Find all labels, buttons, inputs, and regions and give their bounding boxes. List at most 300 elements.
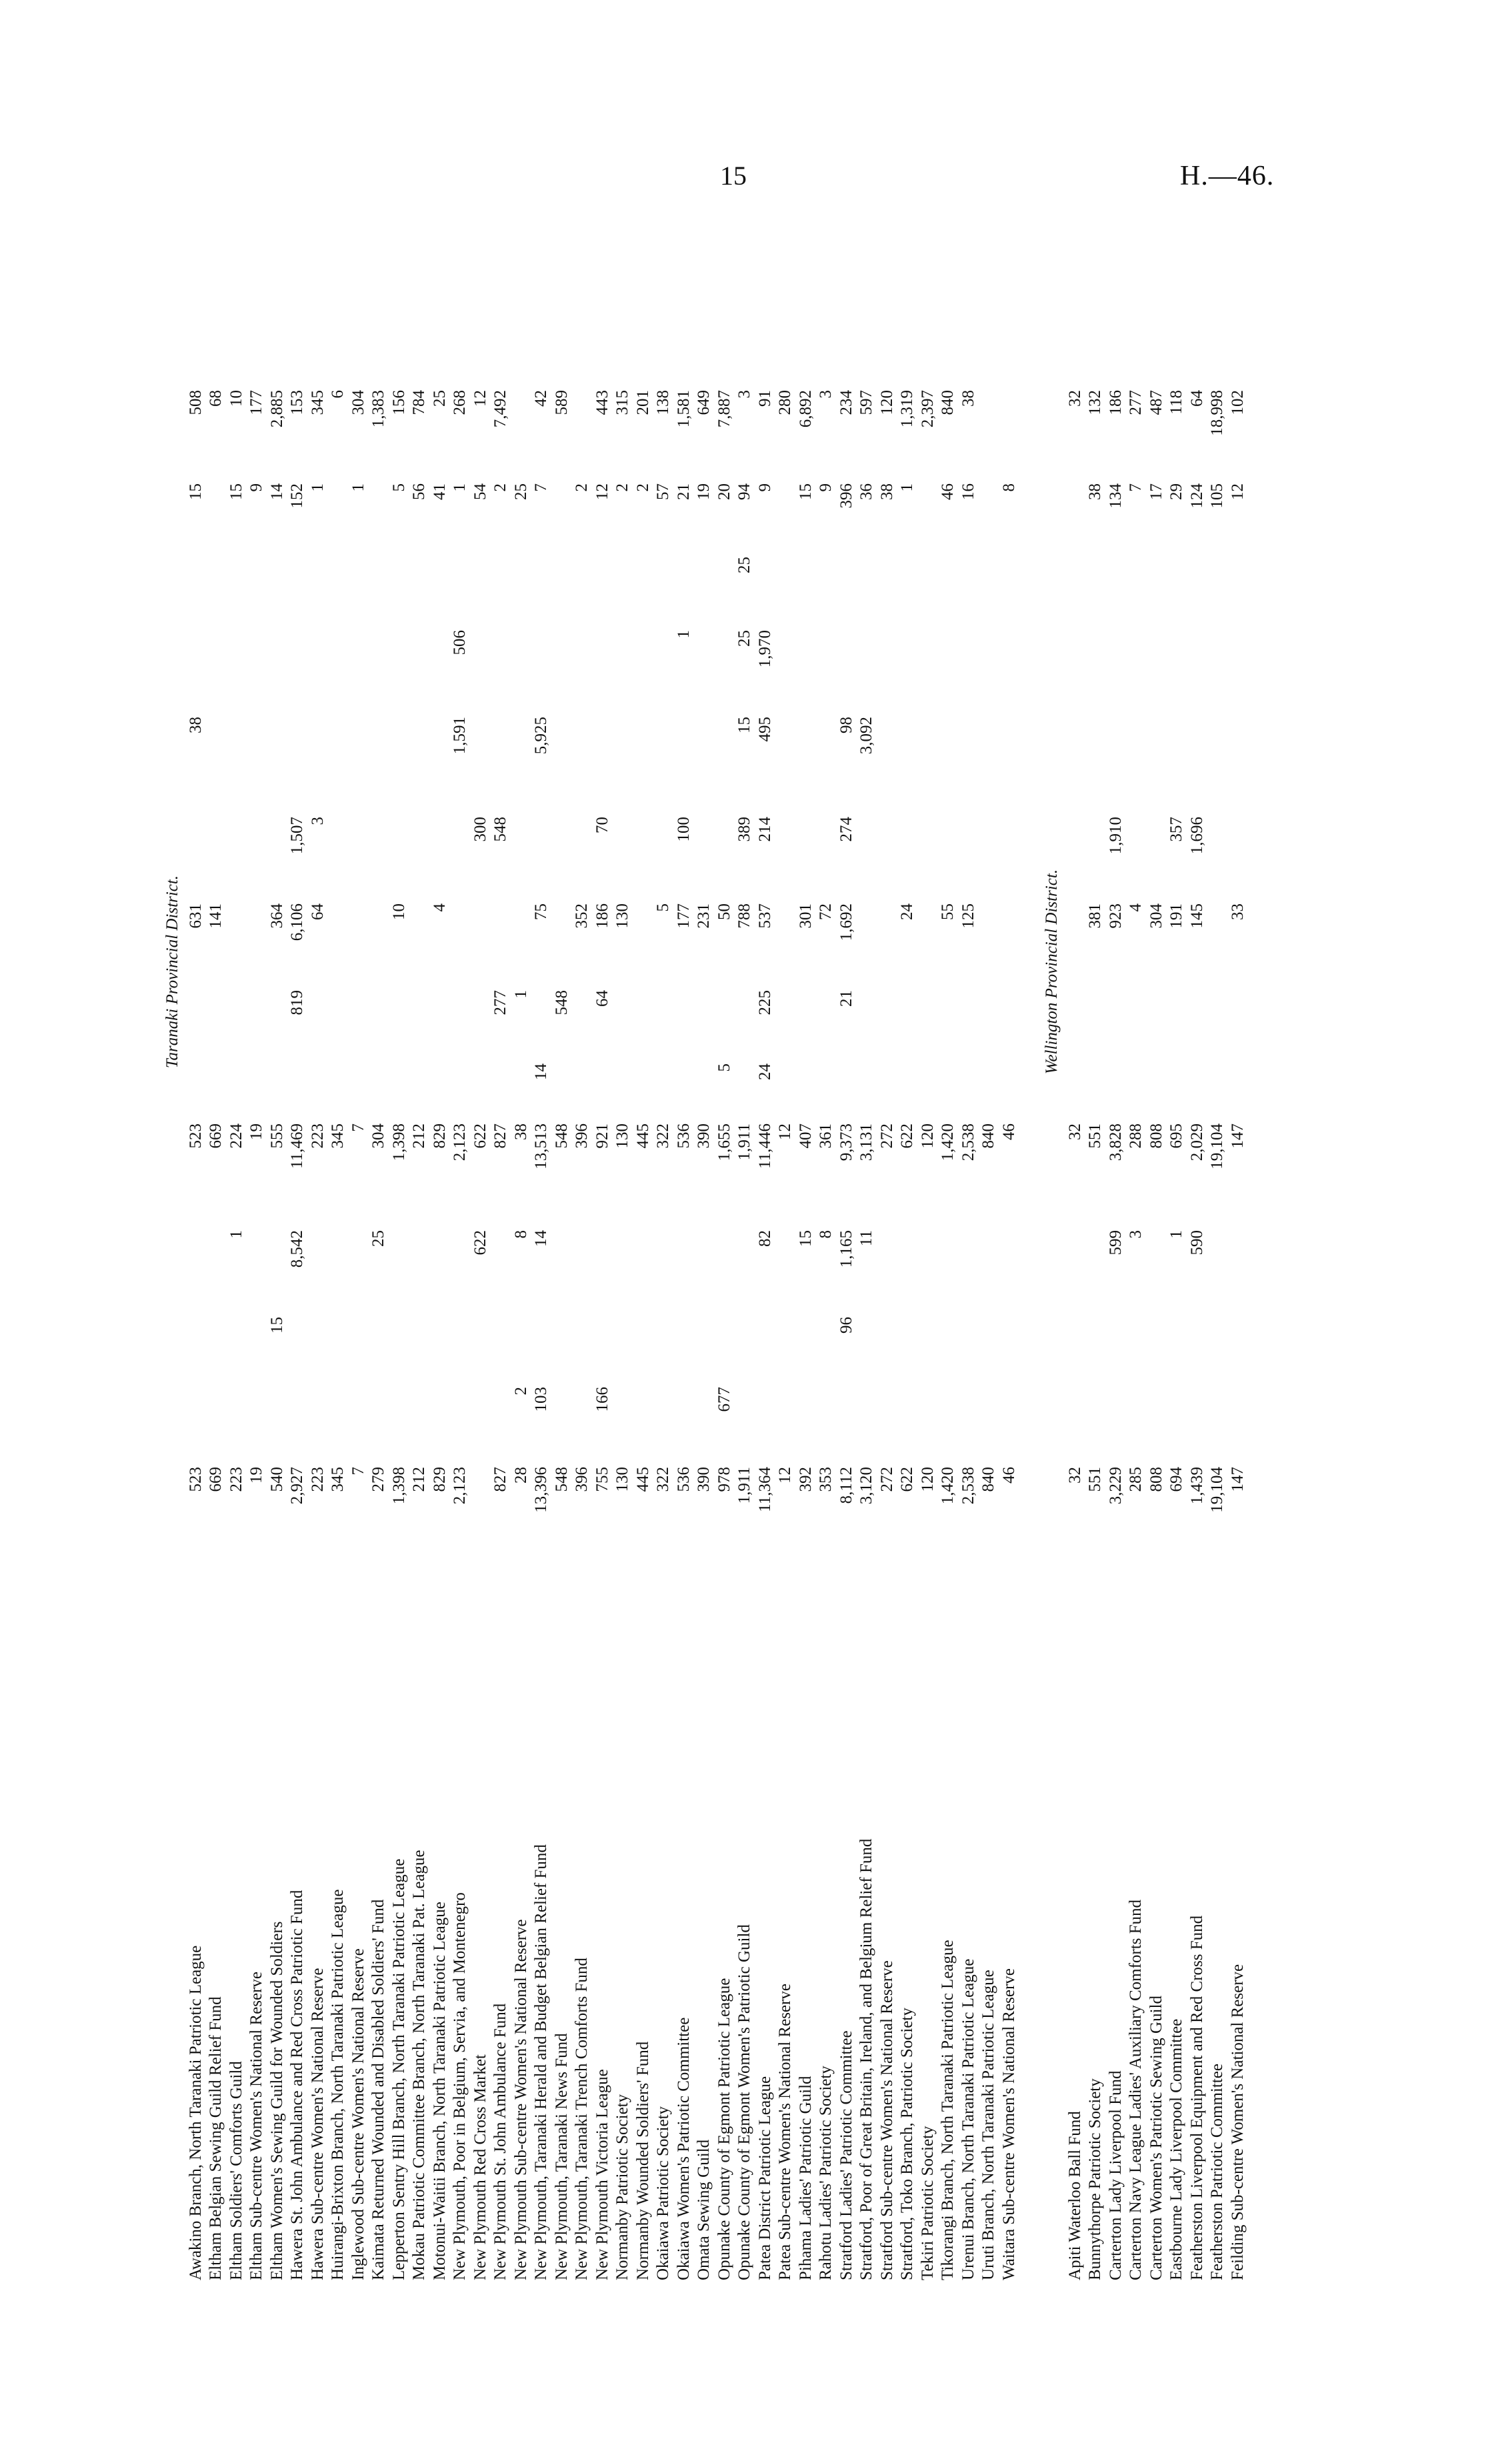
amount-cell bbox=[735, 983, 755, 1057]
amount-cell: 353 bbox=[817, 1467, 835, 1492]
amount-cell bbox=[491, 1057, 511, 1117]
amount-cell bbox=[979, 1310, 999, 1380]
amount-cell bbox=[471, 623, 491, 710]
amount-cell: 3,120 bbox=[857, 1467, 875, 1505]
amount-cell bbox=[816, 1057, 837, 1117]
amount-cell: 46 bbox=[999, 1123, 1018, 1140]
fund-name-text: New Plymouth St. John Ambulance Fund bbox=[491, 2003, 509, 2280]
amount-cell: 921 bbox=[593, 1123, 611, 1149]
fund-name bbox=[653, 1560, 674, 2280]
amount-cell: 840 bbox=[939, 390, 957, 415]
amount-cell: 224 bbox=[227, 1123, 245, 1149]
amount-cell: 19 bbox=[247, 1467, 265, 1484]
amount-cell bbox=[531, 623, 552, 710]
amount-cell: 1 bbox=[349, 483, 367, 492]
amount-cell bbox=[267, 810, 288, 897]
amount-cell: 130 bbox=[613, 1467, 631, 1492]
amount-cell: 396 bbox=[573, 1467, 591, 1492]
amount-cell: 1,398 bbox=[389, 1123, 408, 1161]
amount-cell: 827 bbox=[491, 1467, 509, 1492]
amount-cell: 1,910 bbox=[1106, 817, 1125, 855]
amount-cell: 2,123 bbox=[451, 1123, 469, 1161]
amount-cell bbox=[959, 1057, 979, 1117]
fund-name-text: Urenui Branch, North Taranaki Patriotic League bbox=[959, 1958, 977, 2280]
amount-cell bbox=[796, 623, 817, 710]
amount-cell: 390 bbox=[695, 1467, 713, 1492]
amount-cell bbox=[674, 1223, 695, 1310]
amount-cell: 156 bbox=[389, 390, 408, 415]
amount-cell bbox=[816, 710, 837, 810]
amount-cell: 631 bbox=[186, 903, 205, 929]
amount-cell bbox=[1085, 550, 1106, 623]
amount-cell bbox=[227, 810, 247, 897]
amount-cell bbox=[491, 710, 511, 810]
table-row bbox=[918, 383, 939, 2280]
amount-cell bbox=[491, 1223, 511, 1310]
amount-cell bbox=[1147, 710, 1167, 810]
amount-cell: 272 bbox=[877, 1123, 896, 1149]
fund-name bbox=[552, 1560, 573, 2280]
amount-cell: 268 bbox=[451, 390, 469, 415]
amount-cell bbox=[247, 1380, 267, 1460]
amount-cell bbox=[206, 1380, 227, 1460]
amount-cell bbox=[1065, 1223, 1086, 1310]
amount-cell: 1,692 bbox=[837, 903, 855, 941]
amount-cell bbox=[613, 1223, 633, 1310]
amount-cell: 64 bbox=[1187, 390, 1206, 407]
amount-cell: 407 bbox=[796, 1123, 815, 1149]
amount-cell: 322 bbox=[654, 1123, 672, 1149]
amount-cell: 5 bbox=[389, 483, 408, 492]
amount-cell: 72 bbox=[817, 903, 835, 920]
table-row bbox=[938, 383, 959, 2280]
amount-cell: 55 bbox=[939, 903, 957, 920]
amount-cell bbox=[775, 623, 796, 710]
fund-name bbox=[1126, 1560, 1147, 2280]
amount-cell bbox=[186, 810, 207, 897]
fund-name-text: Huirangi-Brixton Branch, North Taranaki Patriotic League bbox=[329, 1889, 347, 2280]
amount-cell bbox=[1126, 710, 1147, 810]
amount-cell bbox=[471, 1380, 491, 1460]
amount-cell bbox=[918, 810, 939, 897]
fund-name-text: Rahotu Ladies' Patriotic Society bbox=[817, 2066, 835, 2280]
amount-cell: 589 bbox=[552, 390, 571, 415]
amount-cell: 38 bbox=[877, 483, 896, 500]
amount-cell: 15 bbox=[227, 483, 245, 500]
fund-name-text: Mokau Patriotic Committee Branch, North Taranaki Pat. League bbox=[410, 1850, 428, 2280]
amount-cell bbox=[633, 983, 654, 1057]
fund-name-text: New Plymouth, Poor in Belgium, Servia, and Montenegro bbox=[451, 1892, 469, 2280]
amount-cell bbox=[186, 1380, 207, 1460]
fund-name-text: Eltham Soldiers' Comforts Guild bbox=[227, 2061, 245, 2280]
amount-cell: 212 bbox=[410, 1123, 428, 1149]
amount-cell: 25 bbox=[430, 390, 449, 407]
amount-cell bbox=[471, 710, 491, 810]
fund-name bbox=[1187, 1560, 1208, 2280]
amount-cell bbox=[409, 983, 430, 1057]
amount-cell bbox=[308, 1057, 329, 1117]
document-code: H.—46. bbox=[1180, 161, 1275, 191]
amount-cell bbox=[1228, 550, 1249, 623]
amount-cell: 7,492 bbox=[491, 390, 509, 428]
amount-cell bbox=[287, 1310, 308, 1380]
amount-cell bbox=[349, 983, 369, 1057]
amount-cell bbox=[877, 1310, 898, 1380]
amount-cell bbox=[653, 1057, 674, 1117]
amount-cell bbox=[349, 810, 369, 897]
amount-cell bbox=[694, 1310, 715, 1380]
amount-cell bbox=[1207, 623, 1228, 710]
fund-name-text: Stratford Sub-centre Women's National Reserve bbox=[877, 1960, 896, 2280]
amount-cell bbox=[857, 897, 877, 983]
amount-cell bbox=[572, 983, 593, 1057]
amount-cell: 153 bbox=[288, 390, 306, 415]
amount-cell bbox=[1167, 1380, 1187, 1460]
amount-cell bbox=[1167, 550, 1187, 623]
amount-cell: 38 bbox=[959, 390, 977, 407]
table-row bbox=[1207, 383, 1228, 2280]
amount-cell bbox=[694, 623, 715, 710]
table-row bbox=[959, 383, 979, 2280]
fund-name-text: New Plymouth Victoria League bbox=[593, 2069, 611, 2280]
amount-cell: 396 bbox=[573, 1123, 591, 1149]
amount-cell: 234 bbox=[837, 390, 855, 415]
amount-cell bbox=[1126, 623, 1147, 710]
amount-cell bbox=[389, 810, 410, 897]
amount-cell bbox=[999, 710, 1020, 810]
amount-cell bbox=[715, 623, 735, 710]
amount-cell bbox=[694, 710, 715, 810]
fund-name-text: Inglewood Sub-centre Women's National Reserve bbox=[349, 1948, 367, 2280]
amount-cell bbox=[1065, 477, 1086, 550]
fund-name bbox=[1085, 1560, 1106, 2280]
amount-cell: 1,439 bbox=[1187, 1467, 1206, 1505]
table-row bbox=[409, 383, 430, 2280]
amount-cell bbox=[511, 1310, 532, 1380]
amount-cell bbox=[1085, 1310, 1106, 1380]
amount-cell: 1,420 bbox=[939, 1123, 957, 1161]
amount-cell bbox=[653, 1310, 674, 1380]
amount-cell bbox=[511, 550, 532, 623]
table-row bbox=[715, 383, 735, 2280]
amount-cell bbox=[979, 1057, 999, 1117]
amount-cell bbox=[328, 1310, 349, 1380]
fund-name bbox=[715, 1560, 735, 2280]
amount-cell: 3,092 bbox=[857, 717, 875, 755]
amount-cell bbox=[308, 1223, 329, 1310]
amount-cell: 124 bbox=[1187, 483, 1206, 509]
table-row bbox=[1228, 383, 1249, 2280]
amount-cell bbox=[674, 710, 695, 810]
amount-cell: 152 bbox=[288, 483, 306, 509]
amount-cell bbox=[247, 810, 267, 897]
amount-cell: 15 bbox=[267, 1317, 286, 1334]
amount-cell: 147 bbox=[1228, 1467, 1247, 1492]
amount-cell bbox=[349, 1380, 369, 1460]
rotated-table-container bbox=[160, 147, 1307, 2280]
amount-cell bbox=[267, 1380, 288, 1460]
amount-cell: 46 bbox=[999, 1467, 1018, 1484]
amount-cell bbox=[877, 1057, 898, 1117]
fund-name bbox=[775, 1560, 796, 2280]
fund-name bbox=[1207, 1560, 1228, 2280]
amount-cell bbox=[572, 1380, 593, 1460]
amount-cell: 4 bbox=[1127, 903, 1145, 912]
amount-cell bbox=[593, 623, 613, 710]
amount-cell bbox=[328, 983, 349, 1057]
amount-cell: 75 bbox=[532, 903, 550, 920]
fund-name bbox=[328, 1560, 349, 2280]
amount-cell bbox=[1187, 1057, 1208, 1117]
amount-cell bbox=[369, 550, 389, 623]
fund-name bbox=[1167, 1560, 1187, 2280]
amount-cell: 1,581 bbox=[674, 390, 693, 428]
amount-cell: 120 bbox=[918, 1123, 937, 1149]
amount-cell bbox=[1207, 1310, 1228, 1380]
amount-cell: 120 bbox=[918, 1467, 937, 1492]
amount-cell bbox=[450, 550, 471, 623]
section-title: Wellington Provincial District. bbox=[1043, 869, 1061, 1075]
amount-cell: 9 bbox=[817, 483, 835, 492]
amount-cell: 669 bbox=[207, 1123, 225, 1149]
amount-cell: 166 bbox=[593, 1387, 611, 1412]
amount-cell bbox=[247, 983, 267, 1057]
amount-cell bbox=[186, 550, 207, 623]
amount-cell bbox=[369, 1310, 389, 1380]
amount-cell bbox=[430, 1380, 451, 1460]
amount-cell bbox=[1167, 710, 1187, 810]
amount-cell bbox=[206, 550, 227, 623]
amount-cell: 1,319 bbox=[898, 390, 916, 428]
amount-cell bbox=[999, 1380, 1020, 1460]
amount-cell bbox=[572, 810, 593, 897]
amount-cell bbox=[227, 897, 247, 983]
amount-cell: 2,885 bbox=[267, 390, 286, 428]
amount-cell bbox=[593, 1057, 613, 1117]
amount-cell: 25 bbox=[735, 630, 753, 647]
amount-cell: 6 bbox=[329, 390, 347, 399]
fund-name bbox=[837, 1560, 857, 2280]
amount-cell bbox=[1106, 710, 1127, 810]
amount-cell bbox=[349, 550, 369, 623]
amount-cell: 24 bbox=[755, 1063, 774, 1080]
amount-cell bbox=[206, 810, 227, 897]
table-row bbox=[877, 383, 898, 2280]
amount-cell bbox=[775, 897, 796, 983]
amount-cell bbox=[287, 550, 308, 623]
amount-cell bbox=[918, 623, 939, 710]
amount-cell: 7,887 bbox=[715, 390, 733, 428]
amount-cell: 36 bbox=[857, 483, 875, 500]
amount-cell bbox=[308, 1380, 329, 1460]
amount-cell: 186 bbox=[1106, 390, 1125, 415]
amount-cell: 1,970 bbox=[755, 630, 774, 668]
amount-cell: 120 bbox=[877, 390, 896, 415]
amount-cell bbox=[857, 810, 877, 897]
amount-cell bbox=[1065, 897, 1086, 983]
amount-cell bbox=[959, 983, 979, 1057]
amount-cell: 1 bbox=[674, 630, 693, 639]
table-row bbox=[735, 383, 755, 2280]
amount-cell: 32 bbox=[1065, 1467, 1084, 1484]
amount-cell: 3,828 bbox=[1106, 1123, 1125, 1161]
table-row bbox=[674, 383, 695, 2280]
fund-name-text: Opunake County of Egmont Patriotic League bbox=[715, 1978, 733, 2280]
fund-name bbox=[1147, 1560, 1167, 2280]
amount-cell bbox=[409, 1310, 430, 1380]
amount-cell bbox=[796, 710, 817, 810]
amount-cell bbox=[857, 623, 877, 710]
amount-cell: 827 bbox=[491, 1123, 509, 1149]
amount-cell: 1,420 bbox=[939, 1467, 957, 1505]
amount-cell bbox=[349, 1223, 369, 1310]
fund-name-text: Opunake County of Egmont Women's Patriotic Guild bbox=[735, 1924, 753, 2280]
amount-cell bbox=[938, 1057, 959, 1117]
amount-cell bbox=[816, 550, 837, 623]
amount-cell: 277 bbox=[491, 990, 509, 1015]
amount-cell bbox=[308, 550, 329, 623]
amount-cell: 536 bbox=[674, 1123, 693, 1149]
amount-cell bbox=[572, 550, 593, 623]
amount-cell bbox=[491, 623, 511, 710]
amount-cell: 555 bbox=[267, 1123, 286, 1149]
amount-cell: 2 bbox=[491, 483, 509, 492]
amount-cell: 132 bbox=[1086, 390, 1104, 415]
fund-name bbox=[897, 1560, 918, 2280]
amount-cell bbox=[389, 623, 410, 710]
amount-cell bbox=[837, 1057, 857, 1117]
amount-cell bbox=[430, 1057, 451, 1117]
amount-cell bbox=[287, 1380, 308, 1460]
amount-cell: 42 bbox=[532, 390, 550, 407]
amount-cell: 1,165 bbox=[837, 1230, 855, 1268]
table-row bbox=[1106, 383, 1127, 2280]
amount-cell bbox=[653, 983, 674, 1057]
amount-cell bbox=[1167, 983, 1187, 1057]
table-row bbox=[430, 383, 451, 2280]
amount-cell bbox=[979, 1223, 999, 1310]
amount-cell bbox=[227, 550, 247, 623]
amount-cell: 590 bbox=[1187, 1230, 1206, 1256]
amount-cell bbox=[653, 710, 674, 810]
fund-name bbox=[979, 1560, 999, 2280]
amount-cell: 506 bbox=[451, 630, 469, 655]
amount-cell bbox=[450, 1310, 471, 1380]
amount-cell bbox=[1228, 1223, 1249, 1310]
amount-cell: 118 bbox=[1167, 390, 1185, 415]
amount-cell bbox=[897, 1380, 918, 1460]
amount-cell: 364 bbox=[267, 903, 286, 929]
amount-cell bbox=[897, 550, 918, 623]
amount-cell bbox=[552, 623, 573, 710]
fund-name bbox=[389, 1560, 410, 2280]
amount-cell bbox=[1167, 623, 1187, 710]
amount-cell bbox=[369, 897, 389, 983]
amount-cell bbox=[206, 1057, 227, 1117]
table-row bbox=[471, 383, 491, 2280]
amount-cell bbox=[1085, 810, 1106, 897]
amount-cell bbox=[979, 897, 999, 983]
table-row bbox=[186, 383, 207, 2280]
amount-cell bbox=[227, 983, 247, 1057]
amount-cell bbox=[633, 1310, 654, 1380]
amount-cell bbox=[1065, 983, 1086, 1057]
amount-cell bbox=[1167, 1310, 1187, 1380]
amount-cell: 508 bbox=[186, 390, 205, 415]
amount-cell bbox=[694, 1057, 715, 1117]
amount-cell bbox=[979, 710, 999, 810]
section-heading bbox=[1039, 383, 1065, 2280]
amount-cell bbox=[227, 710, 247, 810]
amount-cell bbox=[227, 1380, 247, 1460]
amount-cell bbox=[694, 1223, 715, 1310]
amount-cell: 597 bbox=[857, 390, 875, 415]
amount-cell bbox=[674, 983, 695, 1057]
table-row bbox=[633, 383, 654, 2280]
amount-cell: 443 bbox=[593, 390, 611, 415]
amount-cell bbox=[674, 550, 695, 623]
amount-cell bbox=[918, 1380, 939, 1460]
amount-cell: 130 bbox=[613, 1123, 631, 1149]
amount-cell: 2,397 bbox=[918, 390, 937, 428]
amount-cell: 9 bbox=[247, 483, 265, 492]
amount-cell bbox=[369, 983, 389, 1057]
amount-cell: 361 bbox=[817, 1123, 835, 1149]
amount-cell: 225 bbox=[755, 990, 774, 1015]
amount-cell bbox=[572, 623, 593, 710]
amount-cell bbox=[328, 623, 349, 710]
amount-cell bbox=[816, 1380, 837, 1460]
amount-cell bbox=[979, 383, 999, 477]
amount-cell bbox=[633, 623, 654, 710]
table-row bbox=[572, 383, 593, 2280]
fund-name-text: Tekiri Patriotic Society bbox=[918, 2126, 937, 2280]
amount-cell bbox=[409, 897, 430, 983]
amount-cell: 840 bbox=[979, 1123, 997, 1149]
table-row bbox=[349, 383, 369, 2280]
amount-cell: 1 bbox=[451, 483, 469, 492]
amount-cell bbox=[979, 983, 999, 1057]
amount-cell: 1,383 bbox=[369, 390, 387, 428]
table-row bbox=[897, 383, 918, 2280]
amount-cell bbox=[857, 983, 877, 1057]
amount-cell: 280 bbox=[776, 390, 794, 415]
amount-cell bbox=[918, 550, 939, 623]
amount-cell bbox=[349, 710, 369, 810]
amount-cell bbox=[471, 1460, 491, 1560]
amount-cell bbox=[755, 550, 776, 623]
amount-cell bbox=[1126, 1310, 1147, 1380]
amount-cell bbox=[1106, 1057, 1127, 1117]
fund-name bbox=[593, 1560, 613, 2280]
fund-name bbox=[369, 1560, 389, 2280]
amount-cell bbox=[775, 710, 796, 810]
amount-cell bbox=[877, 1380, 898, 1460]
amount-cell: 2,029 bbox=[1187, 1123, 1206, 1161]
amount-cell bbox=[613, 983, 633, 1057]
amount-cell: 622 bbox=[898, 1467, 916, 1492]
amount-cell bbox=[918, 477, 939, 550]
amount-cell bbox=[409, 550, 430, 623]
amount-cell: 8,542 bbox=[288, 1230, 306, 1268]
amount-cell bbox=[999, 1057, 1020, 1117]
fund-name bbox=[633, 1560, 654, 2280]
amount-cell: 389 bbox=[735, 817, 753, 842]
amount-cell bbox=[206, 1310, 227, 1380]
amount-cell bbox=[979, 810, 999, 897]
amount-cell: 19,104 bbox=[1208, 1123, 1226, 1169]
table-row bbox=[328, 383, 349, 2280]
